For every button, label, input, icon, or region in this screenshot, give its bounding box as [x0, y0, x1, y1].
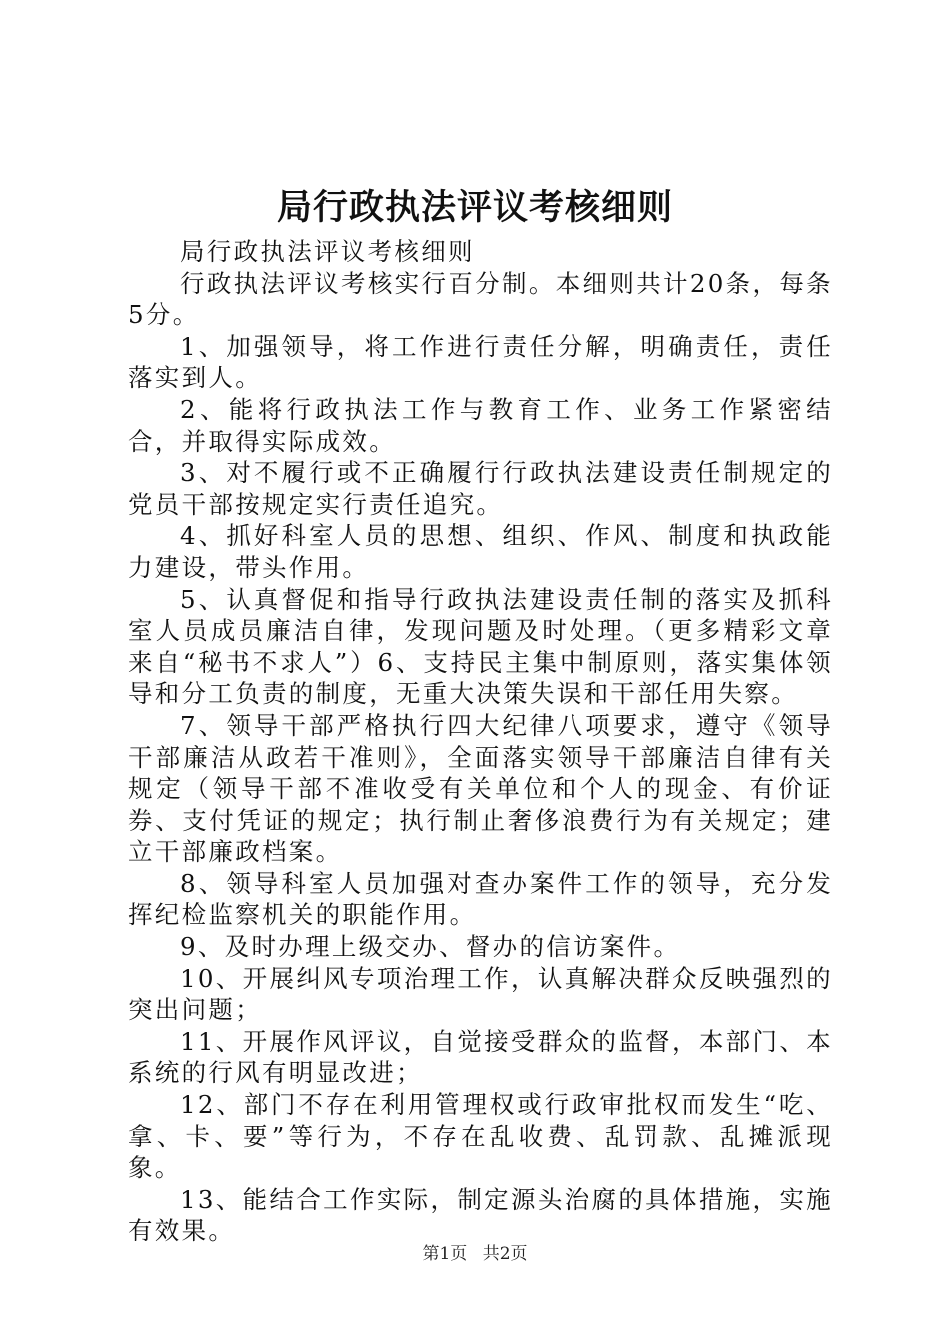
paragraph-item-4: 4、抓好科室人员的思想、组织、作风、制度和执政能力建设，带头作用。 — [128, 521, 833, 582]
paragraph-item-12: 12、部门不存在利用管理权或行政审批权而发生“吃、拿、卡、要”等行为，不存在乱收费、乱罚款、乱摊派现象。 — [128, 1090, 833, 1183]
paragraph-item-13: 13、能结合工作实际，制定源头治腐的具体措施，实施有效果。 — [128, 1184, 833, 1246]
page-total: 共2页 — [482, 1244, 528, 1264]
paragraph-intro: 行政执法评议考核实行百分制。本细则共计20条，每条5分。 — [128, 268, 833, 330]
paragraph-item-8: 8、领导科室人员加强对查办案件工作的领导，充分发挥纪检监察机关的职能作用。 — [128, 868, 833, 930]
paragraph-item-7: 7、领导干部严格执行四大纪律八项要求，遵守《领导干部廉洁从政若干准则》，全面落实领导干部廉洁自律有关规定（领导干部不准收受有关单位和个人的现金、有价证券、支付凭证的规定；执行制止奢侈浪费行为有关规定；建立干部廉政档案。 — [128, 710, 833, 867]
paragraph-subtitle: 局行政执法评议考核细则 — [180, 237, 475, 266]
page-footer — [0, 1243, 950, 1265]
paragraph-item-5-6: 5、认真督促和指导行政执法建设责任制的落实及抓科室人员成员廉洁自律，发现问题及时处理。（更多精彩文章来自“秘书不求人”）6、支持民主集中制原则，落实集体领导和分工负责的制度，无重大决策失误和干部任用失察。 — [128, 584, 833, 709]
paragraph-item-2: 2、能将行政执法工作与教育工作、业务工作紧密结合，并取得实际成效。 — [128, 394, 833, 456]
document-title: 局行政执法评议考核细则 — [276, 187, 673, 228]
page-number: 第1页 — [422, 1244, 468, 1264]
paragraph-item-11: 11、开展作风评议，自觉接受群众的监督，本部门、本系统的行风有明显改进； — [128, 1026, 833, 1088]
paragraph-item-3: 3、对不履行或不正确履行行政执法建设责任制规定的党员干部按规定实行责任追究。 — [128, 458, 833, 519]
paragraph-item-1: 1、加强领导，将工作进行责任分解，明确责任，责任落实到人。 — [128, 331, 833, 393]
paragraph-item-9: 9、及时办理上级交办、督办的信访案件。 — [180, 932, 681, 962]
document-body — [128, 236, 833, 1247]
paragraph-item-10: 10、开展纠风专项治理工作，认真解决群众反映强烈的突出问题； — [128, 963, 833, 1025]
